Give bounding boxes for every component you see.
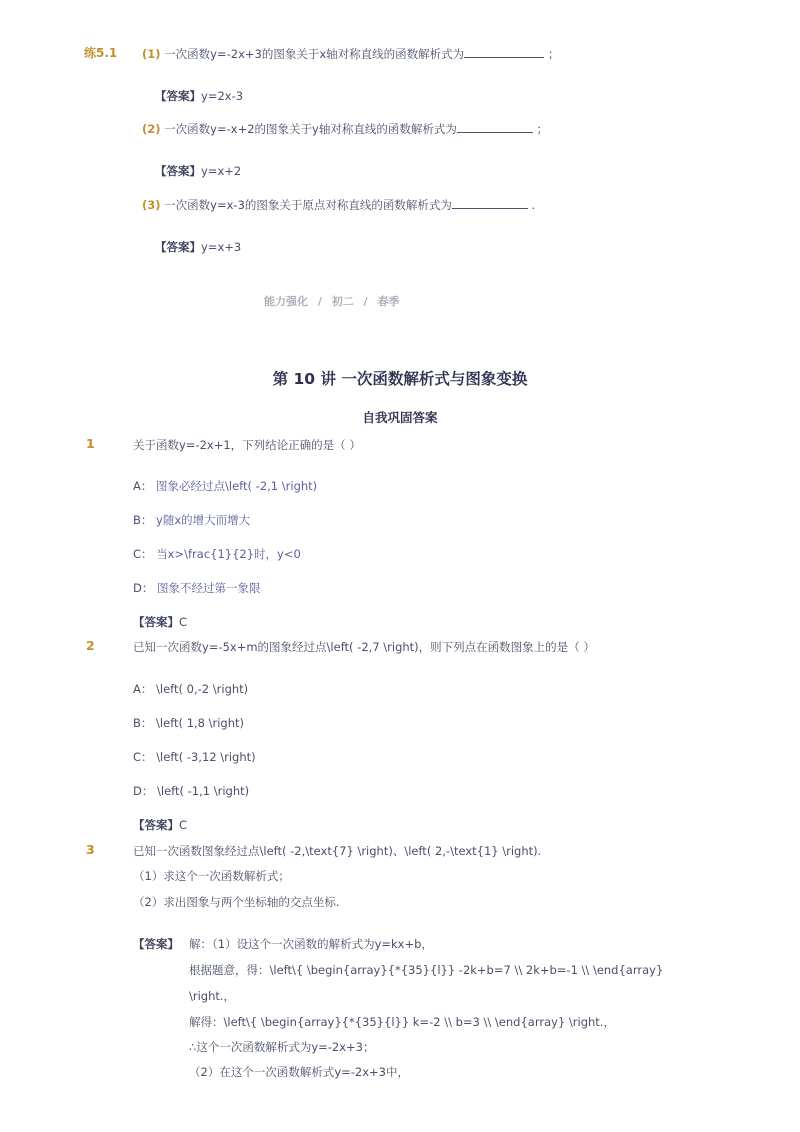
option-label: D： — [133, 784, 154, 798]
lecture-title: 第 10 讲 一次函数解析式与图象变换 — [272, 370, 528, 388]
item-text: 一次函数y=-2x+3的图象关于x轴对称直线的函数解析式为 — [164, 47, 465, 61]
item-number: (1) — [142, 47, 161, 61]
option-text: 图象不经过第一象限 — [157, 581, 261, 595]
option-d — [133, 580, 261, 596]
item-text: 一次函数y=-x+2的图象关于y轴对称直线的函数解析式为 — [164, 122, 457, 136]
exercise-item-3 — [142, 197, 535, 213]
question-answer — [133, 614, 187, 630]
exercise-answer-1 — [155, 88, 243, 104]
footer-separator: / — [363, 295, 368, 308]
solution-line: 根据题意，得：\left\{ \begin{array}{*{35}{l}} -2k+b=7 \\ 2k+b=-1 \\ \end{array} — [189, 963, 664, 977]
answer-label: 【答案】 — [133, 615, 179, 629]
answer-value: C — [179, 818, 188, 832]
answer-value: y=x+3 — [201, 240, 242, 254]
footer-separator: / — [317, 295, 322, 308]
option-text: y随x的增大而增大 — [156, 513, 251, 527]
solution-line: \right.， — [189, 989, 236, 1003]
page-footer — [264, 293, 399, 309]
exercise-tag: 练5.1 — [84, 46, 118, 60]
item-text: 一次函数y=x-3的图象关于原点对称直线的函数解析式为 — [164, 198, 452, 212]
option-a — [133, 478, 317, 494]
option-text: \left( 1,8 \right) — [156, 716, 245, 730]
footer-season: 春季 — [377, 295, 400, 308]
exercise-item-1 — [142, 46, 559, 62]
answer-blank — [464, 47, 544, 58]
exercise-answer-3 — [155, 239, 241, 255]
option-label: C： — [133, 547, 153, 561]
option-b — [133, 715, 244, 731]
item-number: (3) — [142, 198, 161, 212]
footer-grade: 初二 — [331, 295, 354, 308]
item-end: ； — [536, 122, 548, 136]
option-label: A： — [133, 479, 153, 493]
option-label: B： — [133, 716, 153, 730]
option-d — [133, 783, 249, 799]
answer-blank — [457, 122, 533, 133]
answer-label: 【答案】 — [133, 818, 179, 832]
answer-blank — [452, 198, 528, 209]
section-subtitle: 自我巩固答案 — [362, 410, 438, 425]
question-number: 3 — [86, 842, 95, 857]
answer-value: y=x+2 — [201, 164, 242, 178]
item-end: . — [531, 198, 536, 212]
option-label: C： — [133, 750, 153, 764]
question-answer — [133, 817, 187, 833]
answer-value: C — [179, 615, 188, 629]
solution-line: （2）在这个一次函数解析式y=-2x+3中， — [189, 1065, 409, 1079]
answer-value: y=2x-3 — [201, 89, 244, 103]
option-b — [133, 512, 250, 528]
option-c — [133, 749, 256, 765]
option-text: \left( -1,1 \right) — [157, 784, 250, 798]
option-text: 当x>\frac{1}{2}时，y<0 — [156, 547, 301, 561]
question-number: 1 — [86, 436, 95, 451]
answer-label: 【答案】 — [155, 240, 201, 254]
exercise-answer-2 — [155, 163, 241, 179]
question-stem: 已知一次函数图象经过点\left( -2,\text{7} \right)、\left( 2,-\text{1} \right). — [133, 844, 542, 858]
footer-category: 能力强化 — [264, 295, 308, 308]
option-text: \left( 0,-2 \right) — [156, 682, 249, 696]
sub-question-2: （2）求出图象与两个坐标轴的交点坐标. — [133, 895, 340, 909]
solution-line: 解得：\left\{ \begin{array}{*{35}{l}} k=-2 \\ b=3 \\ \end{array} \right.， — [189, 1015, 615, 1029]
option-text: 图象必经过点\left( -2,1 \right) — [156, 479, 318, 493]
answer-label: 【答案】 — [133, 937, 179, 951]
answer-label: 【答案】 — [155, 164, 201, 178]
solution-line: ∴这个一次函数解析式为y=-2x+3； — [189, 1040, 375, 1054]
option-label: D： — [133, 581, 154, 595]
option-label: A： — [133, 682, 153, 696]
option-c — [133, 546, 301, 562]
item-number: (2) — [142, 122, 161, 136]
sub-question-1: （1）求这个一次函数解析式； — [133, 869, 290, 883]
item-end: ； — [547, 47, 560, 61]
option-label: B： — [133, 513, 153, 527]
answer-label: 【答案】 — [155, 89, 201, 103]
option-a — [133, 681, 248, 697]
option-text: \left( -3,12 \right) — [156, 750, 256, 764]
question-stem: 已知一次函数y=-5x+m的图象经过点\left( -2,7 \right)，则下列点在函数图象上的是（ ） — [133, 640, 595, 654]
question-number: 2 — [86, 638, 95, 653]
question-stem: 关于函数y=-2x+1，下列结论正确的是（ ） — [133, 438, 361, 452]
solution-line: 解：（1）设这个一次函数的解析式为y=kx+b， — [189, 937, 433, 951]
exercise-item-2 — [142, 121, 548, 137]
